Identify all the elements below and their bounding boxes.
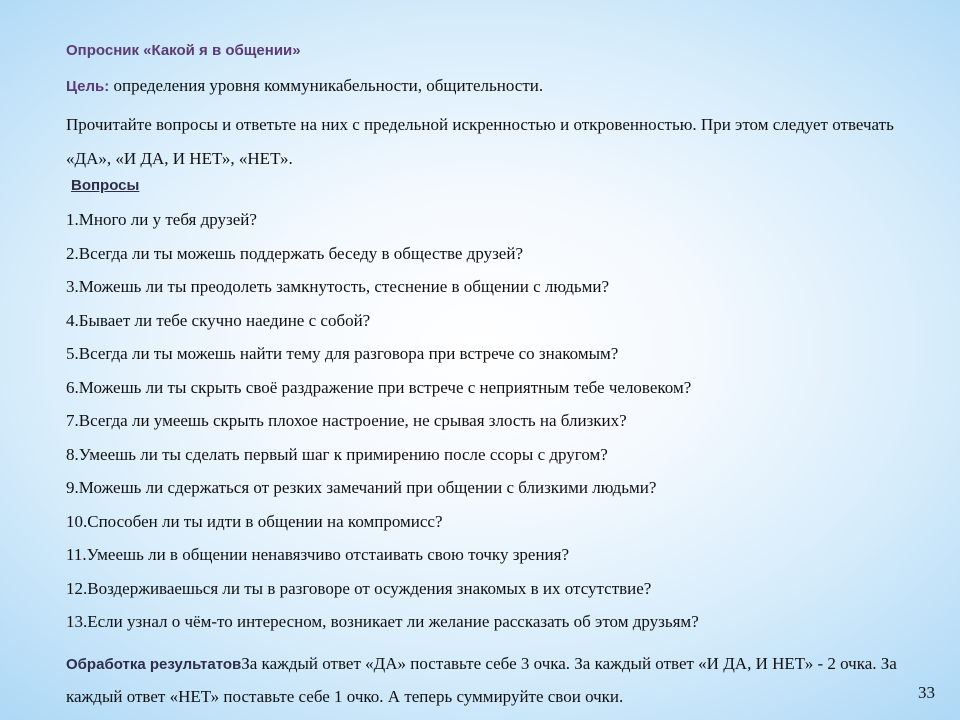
question-item: 4.Бывает ли тебе скучно наедине с собой? [66, 311, 371, 330]
questionnaire-title: Опросник «Какой я в общении» [66, 42, 301, 59]
question-item: 12.Воздерживаешься ли ты в разговоре от осуждения знакомых в их отсутствие? [66, 579, 652, 598]
question-item: 13.Если узнал о чём-то интересном, возникает ли желание рассказать об этом друзьям? [66, 612, 699, 631]
goal-text: определения уровня коммуникабельности, общительности. [109, 76, 544, 95]
question-item: 3.Можешь ли ты преодолеть замкнутость, стеснение в общении с людьми? [66, 277, 610, 296]
question-item: 10.Способен ли ты идти в общении на компромисс? [66, 512, 443, 531]
question-item: 9.Можешь ли сдержаться от резких замечаний при общении с близкими людьми? [66, 478, 657, 497]
question-item: 11.Умеешь ли в общении ненавязчиво отстаивать свою точку зрения? [66, 545, 570, 564]
goal-line [66, 76, 543, 96]
question-item: 6.Можешь ли ты скрыть своё раздражение при встрече с неприятным тебе человеком? [66, 378, 692, 397]
results-text: За каждый ответ «ДА» поставьте себе 3 очка. За каждый ответ «И ДА, И НЕТ» - 2 очка. За каждый ответ «НЕТ» поставьте себе 1 очко. А теперь суммируйте свои очки. [66, 654, 897, 706]
results-block [66, 648, 946, 713]
question-item: 8.Умеешь ли ты сделать первый шаг к примирению после ссоры с другом? [66, 445, 608, 464]
question-item: 2.Всегда ли ты можешь поддержать беседу в обществе друзей? [66, 244, 523, 263]
results-label: Обработка результатов [66, 656, 242, 673]
questions-heading: Вопросы [71, 177, 140, 194]
goal-label: Цель: [66, 78, 110, 95]
question-item: 1.Много ли у тебя друзей? [66, 210, 257, 229]
question-item: 7.Всегда ли умеешь скрыть плохое настроение, не срывая злость на близких? [66, 411, 627, 430]
instructions: Прочитайте вопросы и ответьте на них с предельной искренностью и откровенностью. При этом следует отвечать «ДА», «И ДА, И НЕТ», «НЕТ». [66, 115, 894, 168]
page-number: 33 [918, 683, 935, 702]
question-item: 5.Всегда ли ты можешь найти тему для разговора при встрече со знакомым? [66, 344, 619, 363]
